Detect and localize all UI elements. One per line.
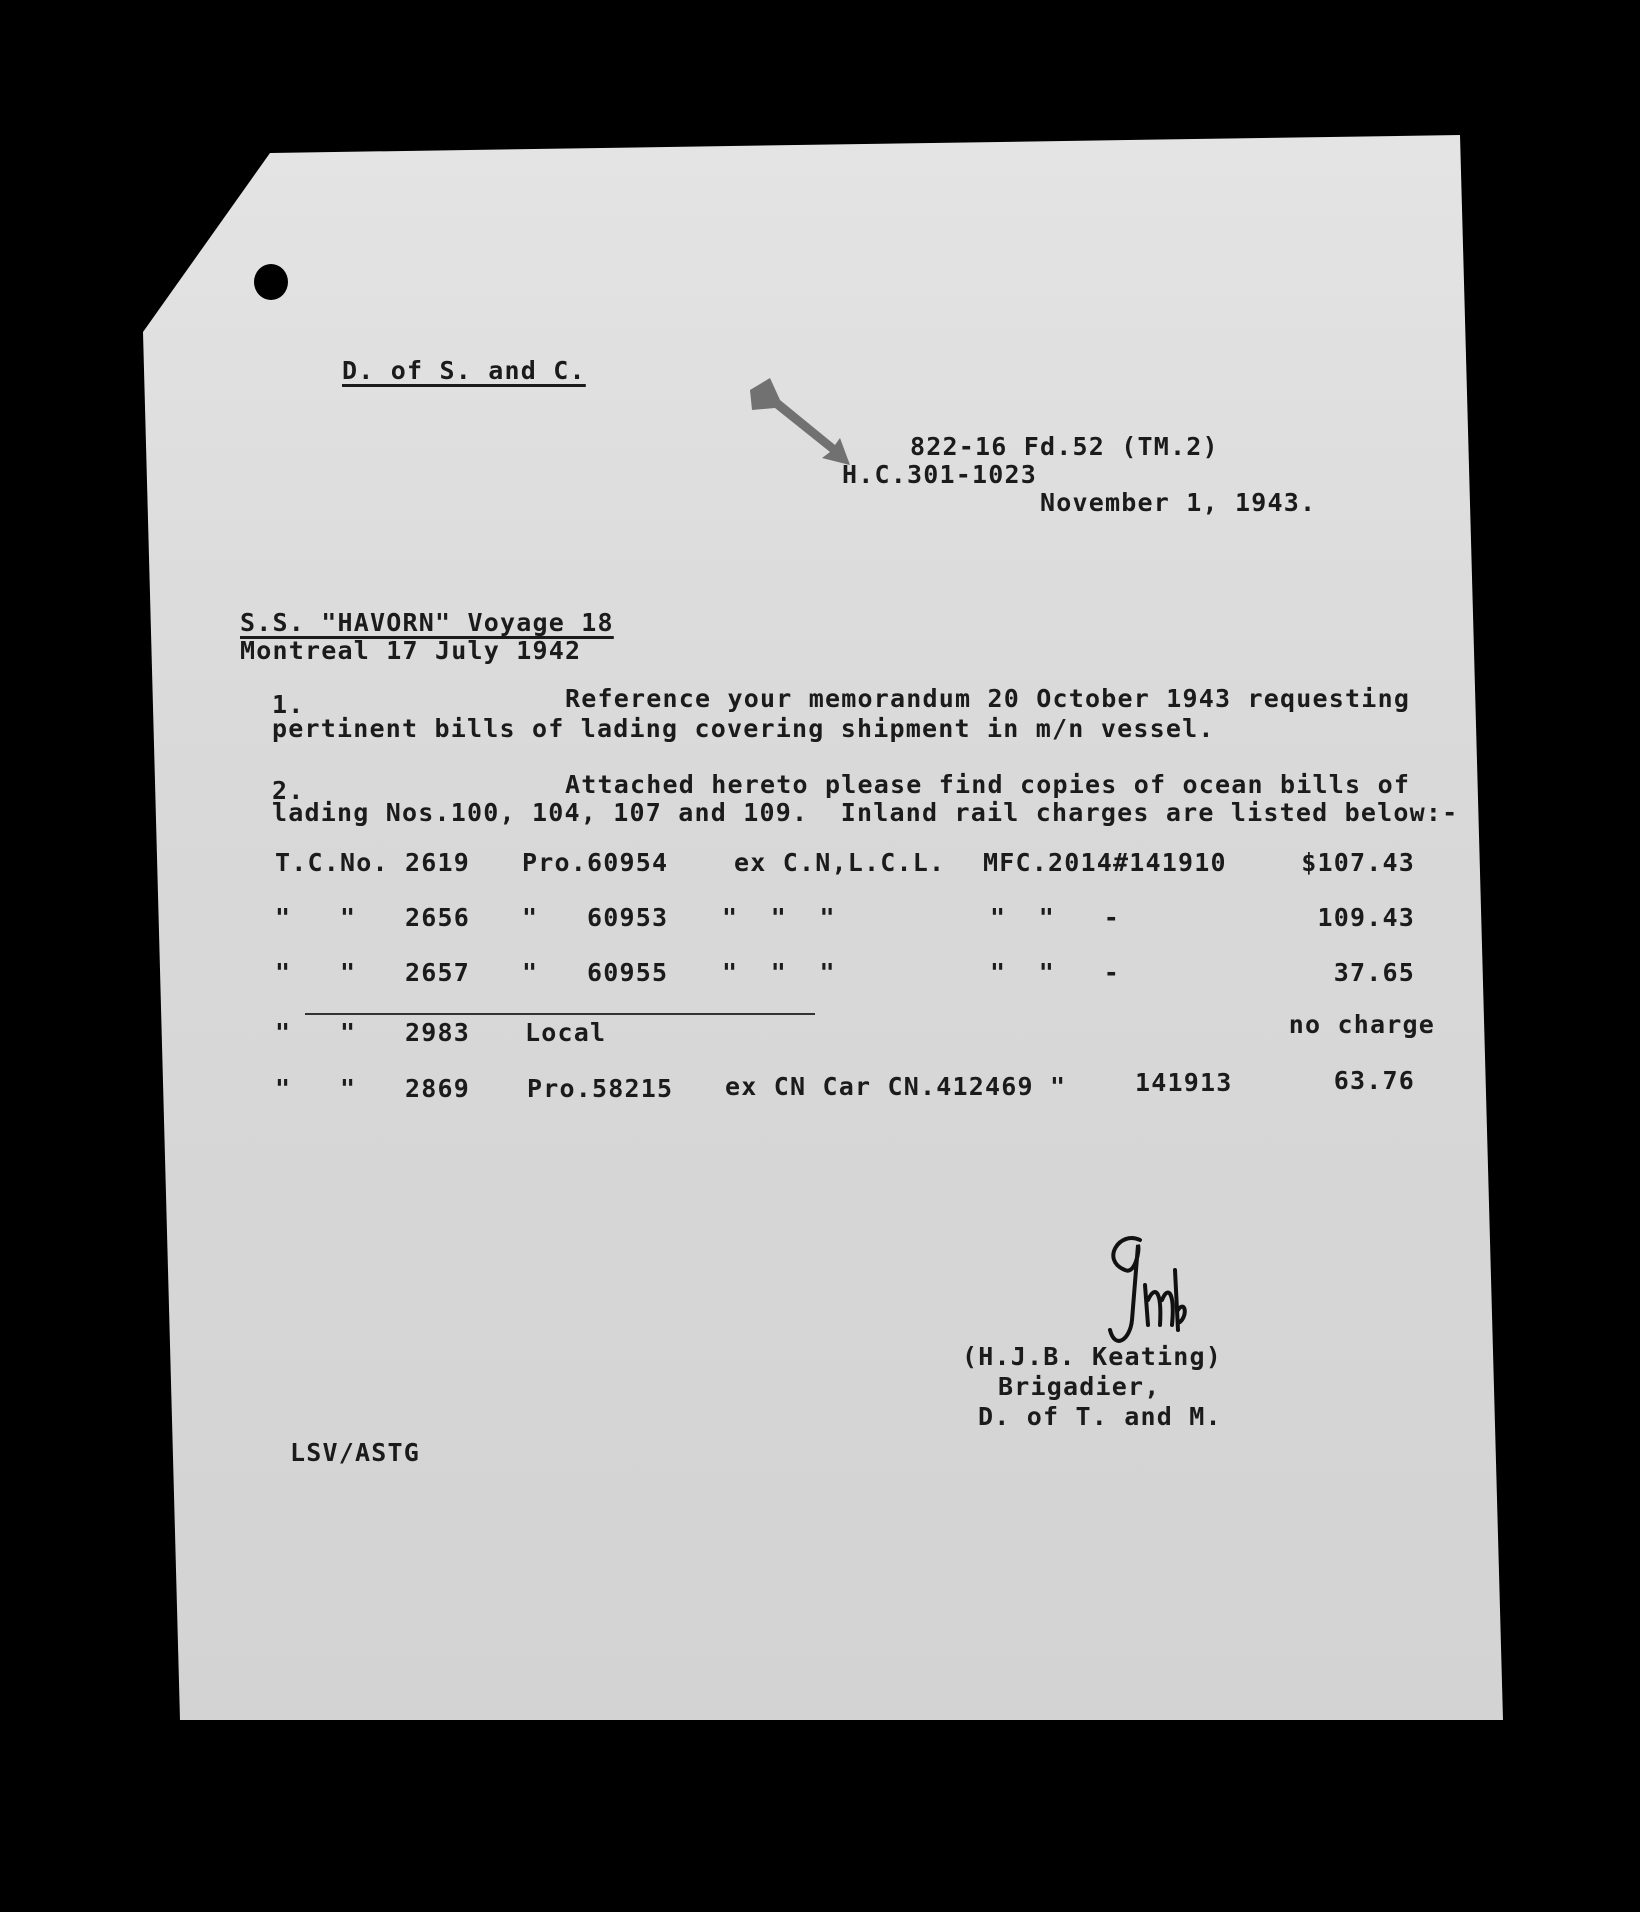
document-date: November 1, 1943. xyxy=(1040,488,1317,517)
paragraph-1-line-2: pertinent bills of lading covering shipment in m/n vessel. xyxy=(272,714,1215,743)
carrier: " " " xyxy=(722,903,836,932)
ditto-mark: " xyxy=(275,903,292,932)
signatory-office: D. of T. and M. xyxy=(978,1402,1222,1431)
subject-line-1: S.S. "HAVORN" Voyage 18 xyxy=(240,608,614,637)
waybill-ref: " " - xyxy=(990,903,1121,932)
carrier: " " " xyxy=(722,958,836,987)
carrier: ex C.N,L.C.L. xyxy=(734,848,946,877)
paragraph-1-line-1: Reference your memorandum 20 October 1943 requesting xyxy=(565,684,1411,713)
paragraph-2-number: 2. xyxy=(272,776,305,805)
pro-number: Local xyxy=(525,1018,607,1047)
charge-amount: 37.65 xyxy=(1333,958,1415,987)
handwritten-signature xyxy=(1080,1230,1190,1360)
tc-number: 2656 xyxy=(405,903,471,932)
charge-amount: 63.76 xyxy=(1333,1066,1415,1095)
typist-initials: LSV/ASTG xyxy=(290,1438,421,1467)
file-reference: 822-16 Fd.52 (TM.2) xyxy=(910,432,1219,461)
paragraph-2-line-2: lading Nos.100, 104, 107 and 109. Inland rail charges are listed below:- xyxy=(272,798,1459,827)
ditto-mark: " xyxy=(340,903,357,932)
waybill-ref: " " - xyxy=(990,958,1121,987)
tc-number: 2869 xyxy=(405,1074,471,1103)
signatory-rank: Brigadier, xyxy=(998,1372,1161,1401)
paragraph-1-number: 1. xyxy=(272,690,305,719)
hc-reference: H.C.301-1023 xyxy=(842,460,1038,489)
pro-number: " 60953 xyxy=(522,903,669,932)
arrow-stamp-icon xyxy=(740,370,860,470)
signatory-name: (H.J.B. Keating) xyxy=(962,1342,1223,1371)
ditto-mark: " xyxy=(275,1074,292,1103)
charge-amount: no charge xyxy=(1288,1010,1435,1039)
waybill-ref: 141913 xyxy=(1135,1068,1233,1097)
ditto-mark: " xyxy=(340,1074,357,1103)
charge-amount: 109.43 xyxy=(1317,903,1415,932)
pro-number: " 60955 xyxy=(522,958,669,987)
tc-number: 2657 xyxy=(405,958,471,987)
tc-number: 2619 xyxy=(405,848,471,877)
ditto-mark: " xyxy=(275,958,292,987)
tc-label: T.C.No. xyxy=(275,848,389,877)
tc-number: 2983 xyxy=(405,1018,471,1047)
charge-amount: $107.43 xyxy=(1301,848,1415,877)
punch-hole xyxy=(254,264,288,300)
divider-line xyxy=(305,1013,815,1015)
subject-line-2: Montreal 17 July 1942 xyxy=(240,636,582,665)
carrier: ex CN Car CN.412469 " xyxy=(725,1072,1067,1101)
ditto-mark: " xyxy=(275,1018,292,1047)
ditto-mark: " xyxy=(340,1018,357,1047)
ditto-mark: " xyxy=(340,958,357,987)
department-heading: D. of S. and C. xyxy=(342,356,586,385)
waybill-ref: MFC.2014#141910 xyxy=(983,848,1227,877)
pro-number: Pro.60954 xyxy=(522,848,669,877)
pro-number: Pro.58215 xyxy=(527,1074,674,1103)
paragraph-2-line-1: Attached hereto please find copies of ocean bills of xyxy=(565,770,1411,799)
